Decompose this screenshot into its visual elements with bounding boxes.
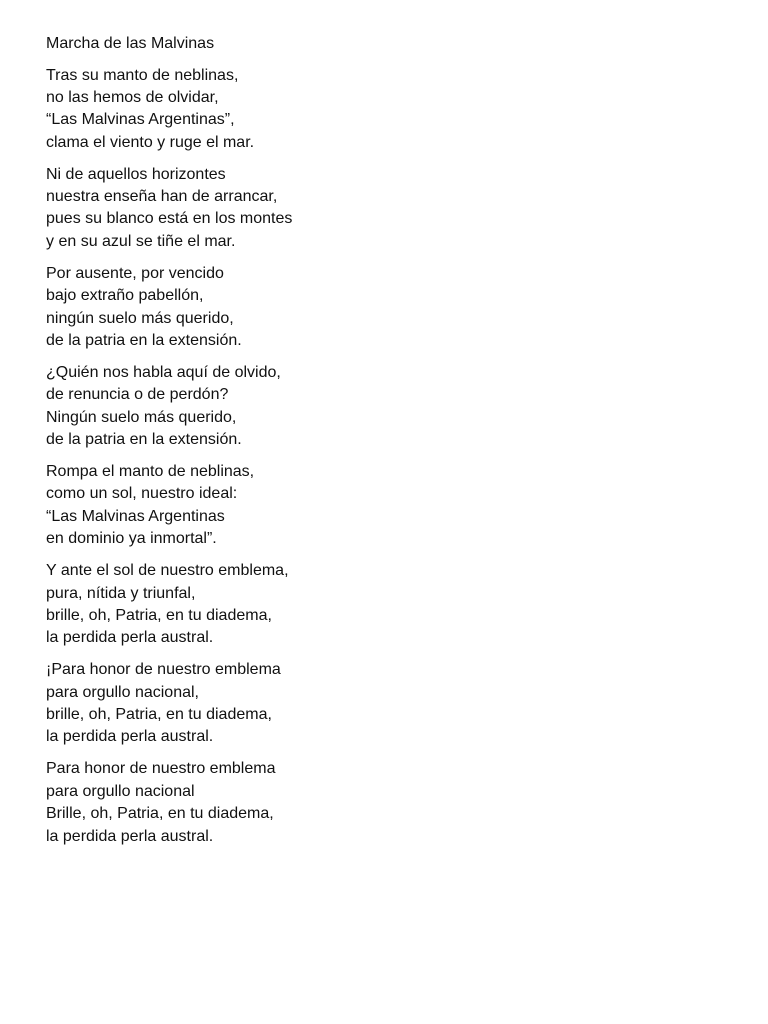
poem-line: no las hemos de olvidar,	[46, 88, 219, 106]
poem-line: de la patria en la extensión.	[46, 431, 242, 449]
stanza	[46, 560, 726, 650]
poem-line: Brille, oh, Patria, en tu diadema,	[46, 805, 274, 823]
poem-line: para orgullo nacional,	[46, 683, 199, 701]
poem-line: Rompa el manto de neblinas,	[46, 463, 255, 480]
poem-line: Ni de aquellos horizontes	[46, 165, 226, 183]
poem-line: y en su azul se tiñe el mar.	[46, 232, 236, 250]
poem-line: ningún suelo más querido,	[46, 309, 234, 327]
poem-line: Y ante el sol de nuestro emblema,	[46, 562, 289, 580]
poem-line: ¿Quién nos habla aquí de olvido,	[46, 363, 281, 381]
poem-line: como un sol, nuestro ideal:	[46, 485, 238, 503]
poem-line: de renuncia o de perdón?	[46, 386, 229, 404]
poem-line: “Las Malvinas Argentinas”,	[46, 111, 235, 129]
poem-line: la perdida perla austral.	[46, 629, 214, 647]
poem-line: brille, oh, Patria, en tu diadema,	[46, 706, 272, 724]
poem-line: para orgullo nacional	[46, 782, 195, 800]
poem-line: nuestra enseña han de arrancar,	[46, 188, 278, 206]
stanza	[46, 362, 726, 452]
poem-line: pues su blanco está en los montes	[46, 210, 293, 228]
stanza	[46, 461, 726, 551]
document-page	[46, 33, 726, 858]
stanza	[46, 263, 726, 353]
poem-line: la perdida perla austral.	[46, 728, 214, 746]
poem-line: clama el viento y ruge el mar.	[46, 133, 255, 151]
stanza	[46, 164, 726, 254]
poem-line: bajo extraño pabellón,	[46, 287, 204, 305]
poem-line: “Las Malvinas Argentinas	[46, 507, 225, 525]
poem-line: Para honor de nuestro emblema	[46, 760, 276, 778]
poem-line: pura, nítida y triunfal,	[46, 584, 196, 602]
stanza	[46, 659, 726, 749]
poem-line: la perdida perla austral.	[46, 827, 214, 845]
poem-line: de la patria en la extensión.	[46, 331, 242, 349]
stanza	[46, 758, 726, 848]
poem-line: Ningún suelo más querido,	[46, 408, 237, 426]
poem-title: Marcha de las Malvinas	[46, 35, 215, 52]
poem-line: brille, oh, Patria, en tu diadema,	[46, 606, 272, 624]
poem-line: ¡Para honor de nuestro emblema	[46, 661, 281, 679]
poem-line: en dominio ya inmortal”.	[46, 530, 217, 548]
poem-line: Por ausente, por vencido	[46, 264, 224, 282]
poem-line: Tras su manto de neblinas,	[46, 66, 239, 84]
stanza	[46, 65, 726, 155]
